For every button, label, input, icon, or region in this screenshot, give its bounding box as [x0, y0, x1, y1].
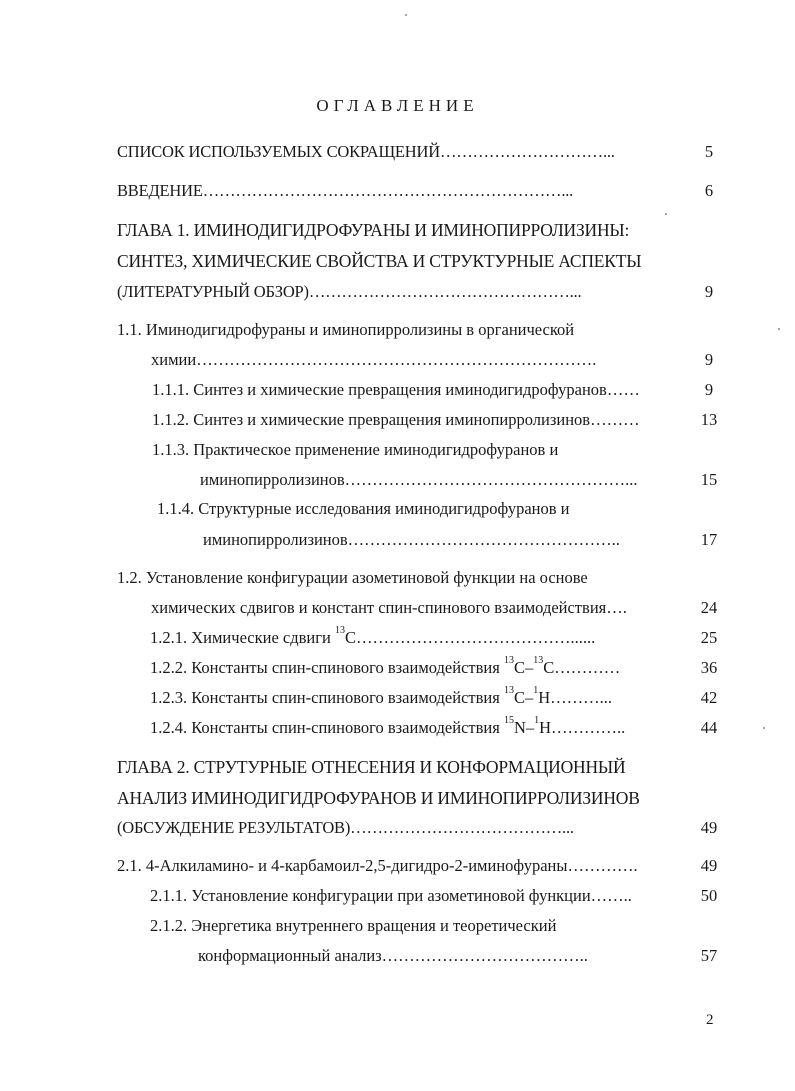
toc-section-1-1-4-line-1: 1.1.4. Структурные исследования иминодигидрофуранов и	[157, 499, 570, 518]
toc-section-1-2-2: 1.2.2. Константы спин-спинового взаимодействия $^{13}$C–$^{13}$C…………	[150, 655, 621, 677]
toc-section-1-1-line-1: 1.1. Иминодигидрофураны и иминопирролизины в органической	[117, 320, 575, 339]
toc-page-number: 25	[700, 628, 718, 647]
scan-speck	[763, 727, 765, 729]
scan-speck	[405, 14, 407, 16]
toc-section-1-1-3-line-1: 1.1.3. Практическое применение иминодигидрофуранов и	[152, 440, 559, 459]
toc-section-2-1-1: 2.1.1. Установление конфигурации при азометиновой функции……..	[150, 886, 632, 905]
toc-chapter-2-line-1: ГЛАВА 2. СТРУТУРНЫЕ ОТНЕСЕНИЯ И КОНФОРМАЦИОННЫЙ	[117, 757, 626, 777]
toc-section-1-2-1: 1.2.1. Химические сдвиги $^{13}$C…………………………………......	[150, 625, 596, 647]
toc-page-number: 9	[704, 350, 714, 369]
toc-page-number: 49	[700, 818, 718, 837]
toc-page-number: 50	[700, 886, 718, 905]
toc-section-1-1-1: 1.1.1. Синтез и химические превращения иминодигидрофуранов……	[152, 380, 640, 399]
toc-page-number: 36	[700, 658, 718, 677]
toc-page-number: 44	[700, 718, 718, 737]
toc-page-number: 57	[700, 946, 718, 965]
toc-section-1-2-3: 1.2.3. Константы спин-спинового взаимодействия $^{13}$C–$^1$H………...	[150, 685, 613, 707]
toc-chapter-1-line-3: (ЛИТЕРАТУРНЫЙ ОБЗОР)…………………………………………...	[117, 282, 582, 301]
toc-section-2-1: 2.1. 4-Алкиламино- и 4-карбамоил-2,5-дигидро-2-иминофураны………….	[117, 856, 638, 875]
toc-page-number: 24	[700, 598, 718, 617]
footer-page-number: 2	[706, 1012, 714, 1028]
toc-entry-introduction: ВВЕДЕНИЕ…………………………………………………………...	[117, 181, 574, 200]
toc-chapter-1-line-2: СИНТЕЗ, ХИМИЧЕСКИЕ СВОЙСТВА И СТРУКТУРНЫЕ АСПЕКТЫ	[117, 251, 642, 271]
toc-chapter-1-line-1: ГЛАВА 1. ИМИНОДИГИДРОФУРАНЫ И ИМИНОПИРРОЛИЗИНЫ:	[117, 220, 630, 240]
toc-page-number: 49	[700, 856, 718, 875]
toc-page-number: 9	[704, 380, 714, 399]
toc-section-1-2-4: 1.2.4. Константы спин-спинового взаимодействия $^{15}$N–$^1$H…………..	[150, 715, 626, 737]
toc-chapter-2-line-2: АНАЛИЗ ИМИНОДИГИДРОФУРАНОВ И ИМИНОПИРРОЛИЗИНОВ	[117, 788, 640, 808]
toc-section-1-1-3-line-2: иминопирролизинов……………………………………………...	[200, 470, 638, 489]
toc-page-number: 15	[700, 470, 718, 489]
toc-section-1-1-4-line-2: иминопирролизинов…………………………………………..	[203, 530, 620, 549]
scan-speck	[778, 328, 780, 330]
toc-section-1-2-line-1: 1.2. Установление конфигурации азометиновой функции на основе	[117, 568, 588, 587]
toc-page-number: 6	[704, 181, 714, 200]
toc-section-2-1-2-line-2: конформационный анализ………………………………..	[198, 946, 588, 965]
toc-entry-abbreviations: СПИСОК ИСПОЛЬЗУЕМЫХ СОКРАЩЕНИЙ…………………………...	[117, 142, 615, 161]
toc-page-number: 5	[704, 142, 714, 161]
toc-page-number: 13	[700, 410, 718, 429]
toc-section-1-1-2: 1.1.2. Синтез и химические превращения иминопирролизинов………	[152, 410, 640, 429]
toc-page-number: 42	[700, 688, 718, 707]
toc-page-number: 9	[704, 282, 714, 301]
toc-section-1-2-line-2: химических сдвигов и констант спин-спинового взаимодействия….	[151, 598, 627, 617]
toc-section-2-1-2-line-1: 2.1.2. Энергетика внутреннего вращения и теоретический	[150, 916, 557, 935]
toc-page-number: 17	[700, 530, 718, 549]
toc-section-1-1-line-2: химии……………………………………………………………….	[151, 350, 597, 369]
scan-speck	[665, 213, 667, 215]
toc-chapter-2-line-3: (ОБСУЖДЕНИЕ РЕЗУЛЬТАТОВ)…………………………………...	[117, 818, 574, 837]
toc-title: ОГЛАВЛЕНИЕ	[316, 96, 479, 115]
